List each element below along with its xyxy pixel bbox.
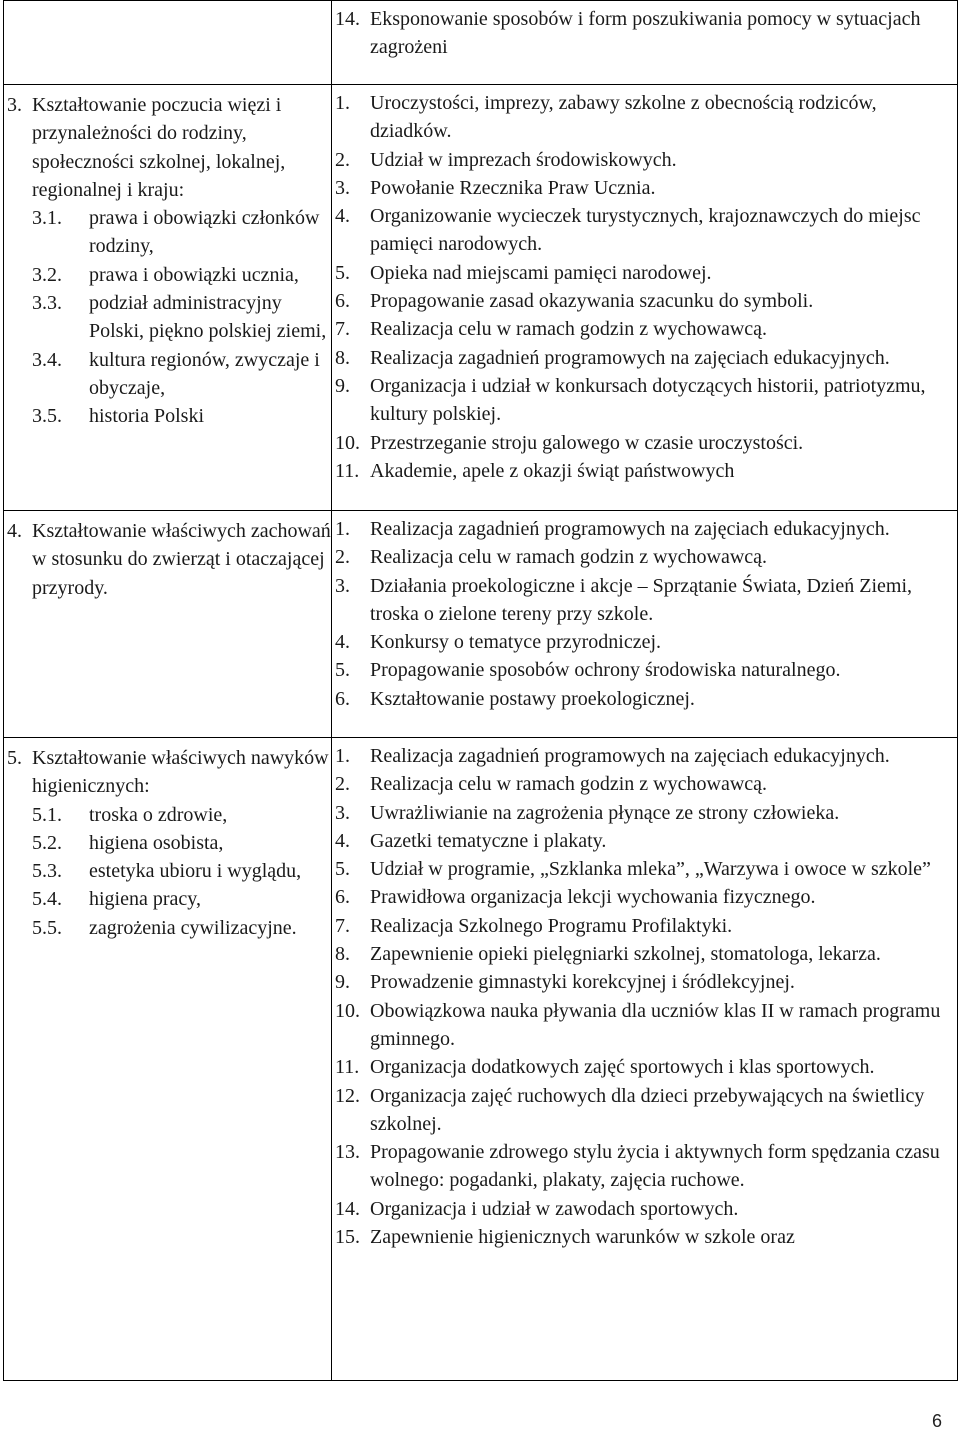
list-item <box>335 770 957 798</box>
item-number: 2. <box>335 773 350 796</box>
item-number: 5. <box>335 659 350 682</box>
item-text: Organizacja dodatkowych zajęć sportowych i klas sportowych. <box>370 1056 875 1079</box>
activities-cell <box>332 738 958 1381</box>
topic <box>4 738 331 942</box>
item-text: Realizacja zagadnień programowych na zajęciach edukacyjnych. <box>370 346 890 369</box>
subtopic-text: estetyka ubioru i wyglądu, <box>89 860 302 883</box>
item-number: 9. <box>335 374 350 397</box>
subtopic <box>7 914 331 942</box>
topic-heading <box>7 517 331 602</box>
item-number: 5. <box>335 261 350 284</box>
item-text: Opieka nad miejscami pamięci narodowej. <box>370 261 712 284</box>
subtopic-text: higiena pracy, <box>89 888 201 911</box>
list-item <box>335 429 957 457</box>
item-text: Zapewnienie opieki pielęgniarki szkolnej, stomatologa, lekarza. <box>370 943 881 966</box>
topic-number: 3. <box>7 94 22 116</box>
list-item <box>335 1082 957 1139</box>
topic-number: 5. <box>7 747 22 769</box>
activities-cell <box>332 1 958 85</box>
subtopic <box>7 829 331 857</box>
activities-cell <box>332 85 958 511</box>
item-text: Udział w imprezach środowiskowych. <box>370 148 677 171</box>
list-item <box>335 968 957 996</box>
item-text: Powołanie Rzecznika Praw Ucznia. <box>370 176 656 199</box>
item-number: 3. <box>335 801 350 824</box>
list-item <box>335 855 957 883</box>
item-number: 3. <box>335 176 350 199</box>
item-number: 4. <box>335 829 350 852</box>
subtopic-text: troska o zdrowie, <box>89 803 228 826</box>
list-item <box>335 146 957 174</box>
item-text: Uwrażliwianie na zagrożenia płynące ze strony człowieka. <box>370 801 840 824</box>
item-text: Propagowanie sposobów ochrony środowiska naturalnego. <box>370 659 841 682</box>
item-number: 1. <box>335 745 350 767</box>
item-number: 15. <box>335 1226 360 1249</box>
item-number: 3. <box>335 574 350 597</box>
item-number: 7. <box>335 318 350 341</box>
subtopic-text: zagrożenia cywilizacyjne. <box>89 916 297 939</box>
item-number: 1. <box>335 518 350 540</box>
list-item <box>335 628 957 656</box>
subtopic-number: 3.5. <box>32 405 62 428</box>
list-item <box>335 799 957 827</box>
list-item <box>335 572 957 629</box>
item-text: Konkursy o tematyce przyrodniczej. <box>370 631 662 654</box>
topic <box>4 85 331 431</box>
item-number: 6. <box>335 886 350 909</box>
activities-list <box>332 738 957 1251</box>
item-text: Organizacja zajęć ruchowych dla dzieci przebywających na świetlicy szkolnej. <box>370 1084 925 1135</box>
item-number: 14. <box>335 1197 360 1220</box>
list-item <box>335 457 957 485</box>
item-text: Propagowanie zasad okazywania szacunku do symboli. <box>370 290 814 313</box>
list-item <box>335 515 957 543</box>
subtopic <box>7 289 331 346</box>
activities-list <box>332 85 957 485</box>
item-number: 4. <box>335 631 350 654</box>
item-number: 5. <box>335 858 350 881</box>
table-row <box>4 1 958 85</box>
list-item <box>335 543 957 571</box>
page-number: 6 <box>931 1411 942 1431</box>
topic-text: Kształtowanie właściwych nawyków higienicznych: <box>32 747 329 798</box>
item-text: Realizacja zagadnień programowych na zajęciach edukacyjnych. <box>370 745 890 767</box>
item-number: 11. <box>335 459 360 482</box>
subtopic-text: higiena osobista, <box>89 831 224 854</box>
item-text: Realizacja zagadnień programowych na zajęciach edukacyjnych. <box>370 518 890 540</box>
subtopic-number: 5.4. <box>32 888 62 911</box>
subtopic-number: 3.4. <box>32 348 62 371</box>
activities-list <box>332 511 957 713</box>
list-item <box>335 315 957 343</box>
topic-cell <box>4 511 332 738</box>
subtopic <box>7 801 331 829</box>
item-text: Eksponowanie sposobów i form poszukiwania pomocy w sytuacjach zagrożeni <box>370 8 921 59</box>
item-number: 10. <box>335 431 360 454</box>
subtopic-text: kultura regionów, zwyczaje i obyczaje, <box>89 348 320 399</box>
item-text: Propagowanie zdrowego stylu życia i aktywnych form spędzania czasu wolnego: pogadanki, plakaty, zajęcia ruchowe. <box>370 1141 940 1192</box>
item-number: 8. <box>335 346 350 369</box>
subtopic-text: historia Polski <box>89 405 205 428</box>
item-text: Obowiązkowa nauka pływania dla uczniów klas II w ramach programu gminnego. <box>370 999 941 1050</box>
subtopic <box>7 402 331 430</box>
item-number: 11. <box>335 1056 360 1079</box>
item-text: Prawidłowa organizacja lekcji wychowania fizycznego. <box>370 886 816 909</box>
item-text: Działania proekologiczne i akcje – Sprzątanie Świata, Dzień Ziemi, troska o zielone tereny przy szkole. <box>370 574 913 625</box>
topic-text: Kształtowanie właściwych zachowań w stosunku do zwierząt i otaczającej przyrody. <box>32 520 331 599</box>
subtopic <box>7 261 331 289</box>
list-item <box>335 89 957 146</box>
item-text: Realizacja celu w ramach godzin z wychowawcą. <box>370 546 768 569</box>
topic-number: 4. <box>7 520 22 542</box>
item-number: 12. <box>335 1084 360 1107</box>
subtopic <box>7 346 331 403</box>
item-number: 6. <box>335 290 350 313</box>
item-text: Gazetki tematyczne i plakaty. <box>370 829 607 852</box>
list-item <box>335 940 957 968</box>
item-text: Prowadzenie gimnastyki korekcyjnej i śródlekcyjnej. <box>370 971 795 994</box>
activities-cell <box>332 511 958 738</box>
item-text: Akademie, apele z okazji świąt państwowych <box>370 459 735 482</box>
subtopic <box>7 885 331 913</box>
list-item <box>335 656 957 684</box>
list-item <box>335 202 957 259</box>
item-number: 7. <box>335 914 350 937</box>
item-number: 6. <box>335 687 350 710</box>
item-number: 10. <box>335 999 360 1022</box>
list-item <box>335 1053 957 1081</box>
item-number: 14. <box>335 8 360 30</box>
table-row <box>4 511 958 738</box>
subtopic-number: 5.5. <box>32 916 62 939</box>
item-text: Organizacja i udział w zawodach sportowych. <box>370 1197 739 1220</box>
item-number: 13. <box>335 1141 360 1164</box>
list-item <box>335 344 957 372</box>
list-item <box>335 1138 957 1195</box>
subtopic <box>7 857 331 885</box>
list-item <box>335 174 957 202</box>
item-number: 1. <box>335 92 350 114</box>
subtopic-number: 3.1. <box>32 207 62 230</box>
table-row <box>4 738 958 1381</box>
subtopic-number: 3.3. <box>32 292 62 315</box>
subtopic-number: 5.1. <box>32 803 62 826</box>
table-row <box>4 85 958 511</box>
topic-heading <box>7 744 331 801</box>
subtopic-number: 5.3. <box>32 860 62 883</box>
subtopic <box>7 204 331 261</box>
item-text: Realizacja Szkolnego Programu Profilaktyki. <box>370 914 733 937</box>
item-text: Zapewnienie higienicznych warunków w szkole oraz <box>370 1226 795 1249</box>
subtopic-number: 3.2. <box>32 263 62 286</box>
topic-cell <box>4 1 332 85</box>
topic-heading <box>7 91 331 204</box>
list-item <box>335 5 957 62</box>
list-item <box>335 259 957 287</box>
topic-cell <box>4 85 332 511</box>
list-item <box>335 883 957 911</box>
item-text: Organizowanie wycieczek turystycznych, krajoznawczych do miejsc pamięci narodowych. <box>370 205 921 256</box>
item-number: 4. <box>335 205 350 228</box>
item-number: 8. <box>335 943 350 966</box>
list-item <box>335 742 957 770</box>
list-item <box>335 1223 957 1251</box>
item-text: Realizacja celu w ramach godzin z wychowawcą. <box>370 773 768 796</box>
subtopic-text: prawa i obowiązki członków rodziny, <box>89 207 320 258</box>
topic-cell <box>4 738 332 1381</box>
list-item <box>335 287 957 315</box>
topic-text: Kształtowanie poczucia więzi i przynależności do rodziny, społeczności szkolnej, lokalnej, regionalnej i kraju: <box>32 94 286 201</box>
item-text: Przestrzeganie stroju galowego w czasie uroczystości. <box>370 431 804 454</box>
item-text: Kształtowanie postawy proekologicznej. <box>370 687 695 710</box>
subtopic-text: podział administracyjny Polski, piękno polskiej ziemi, <box>89 292 327 343</box>
item-text: Organizacja i udział w konkursach dotyczących historii, patriotyzmu, kultury polskiej. <box>370 374 926 426</box>
list-item <box>335 827 957 855</box>
subtopic-number: 5.2. <box>32 831 62 854</box>
activities-list <box>332 1 957 62</box>
topic <box>4 511 331 602</box>
item-number: 9. <box>335 971 350 994</box>
item-number: 2. <box>335 546 350 569</box>
list-item <box>335 912 957 940</box>
list-item <box>335 372 957 429</box>
item-text: Udział w programie, „Szklanka mleka”, „Warzywa i owoce w szkole” <box>370 858 931 881</box>
program-table <box>3 0 958 1381</box>
subtopic-text: prawa i obowiązki ucznia, <box>89 263 299 286</box>
item-number: 2. <box>335 148 350 171</box>
list-item <box>335 997 957 1054</box>
item-text: Uroczystości, imprezy, zabawy szkolne z obecnością rodziców, dziadków. <box>370 92 877 143</box>
list-item <box>335 1195 957 1223</box>
list-item <box>335 685 957 713</box>
item-text: Realizacja celu w ramach godzin z wychowawcą. <box>370 318 768 341</box>
